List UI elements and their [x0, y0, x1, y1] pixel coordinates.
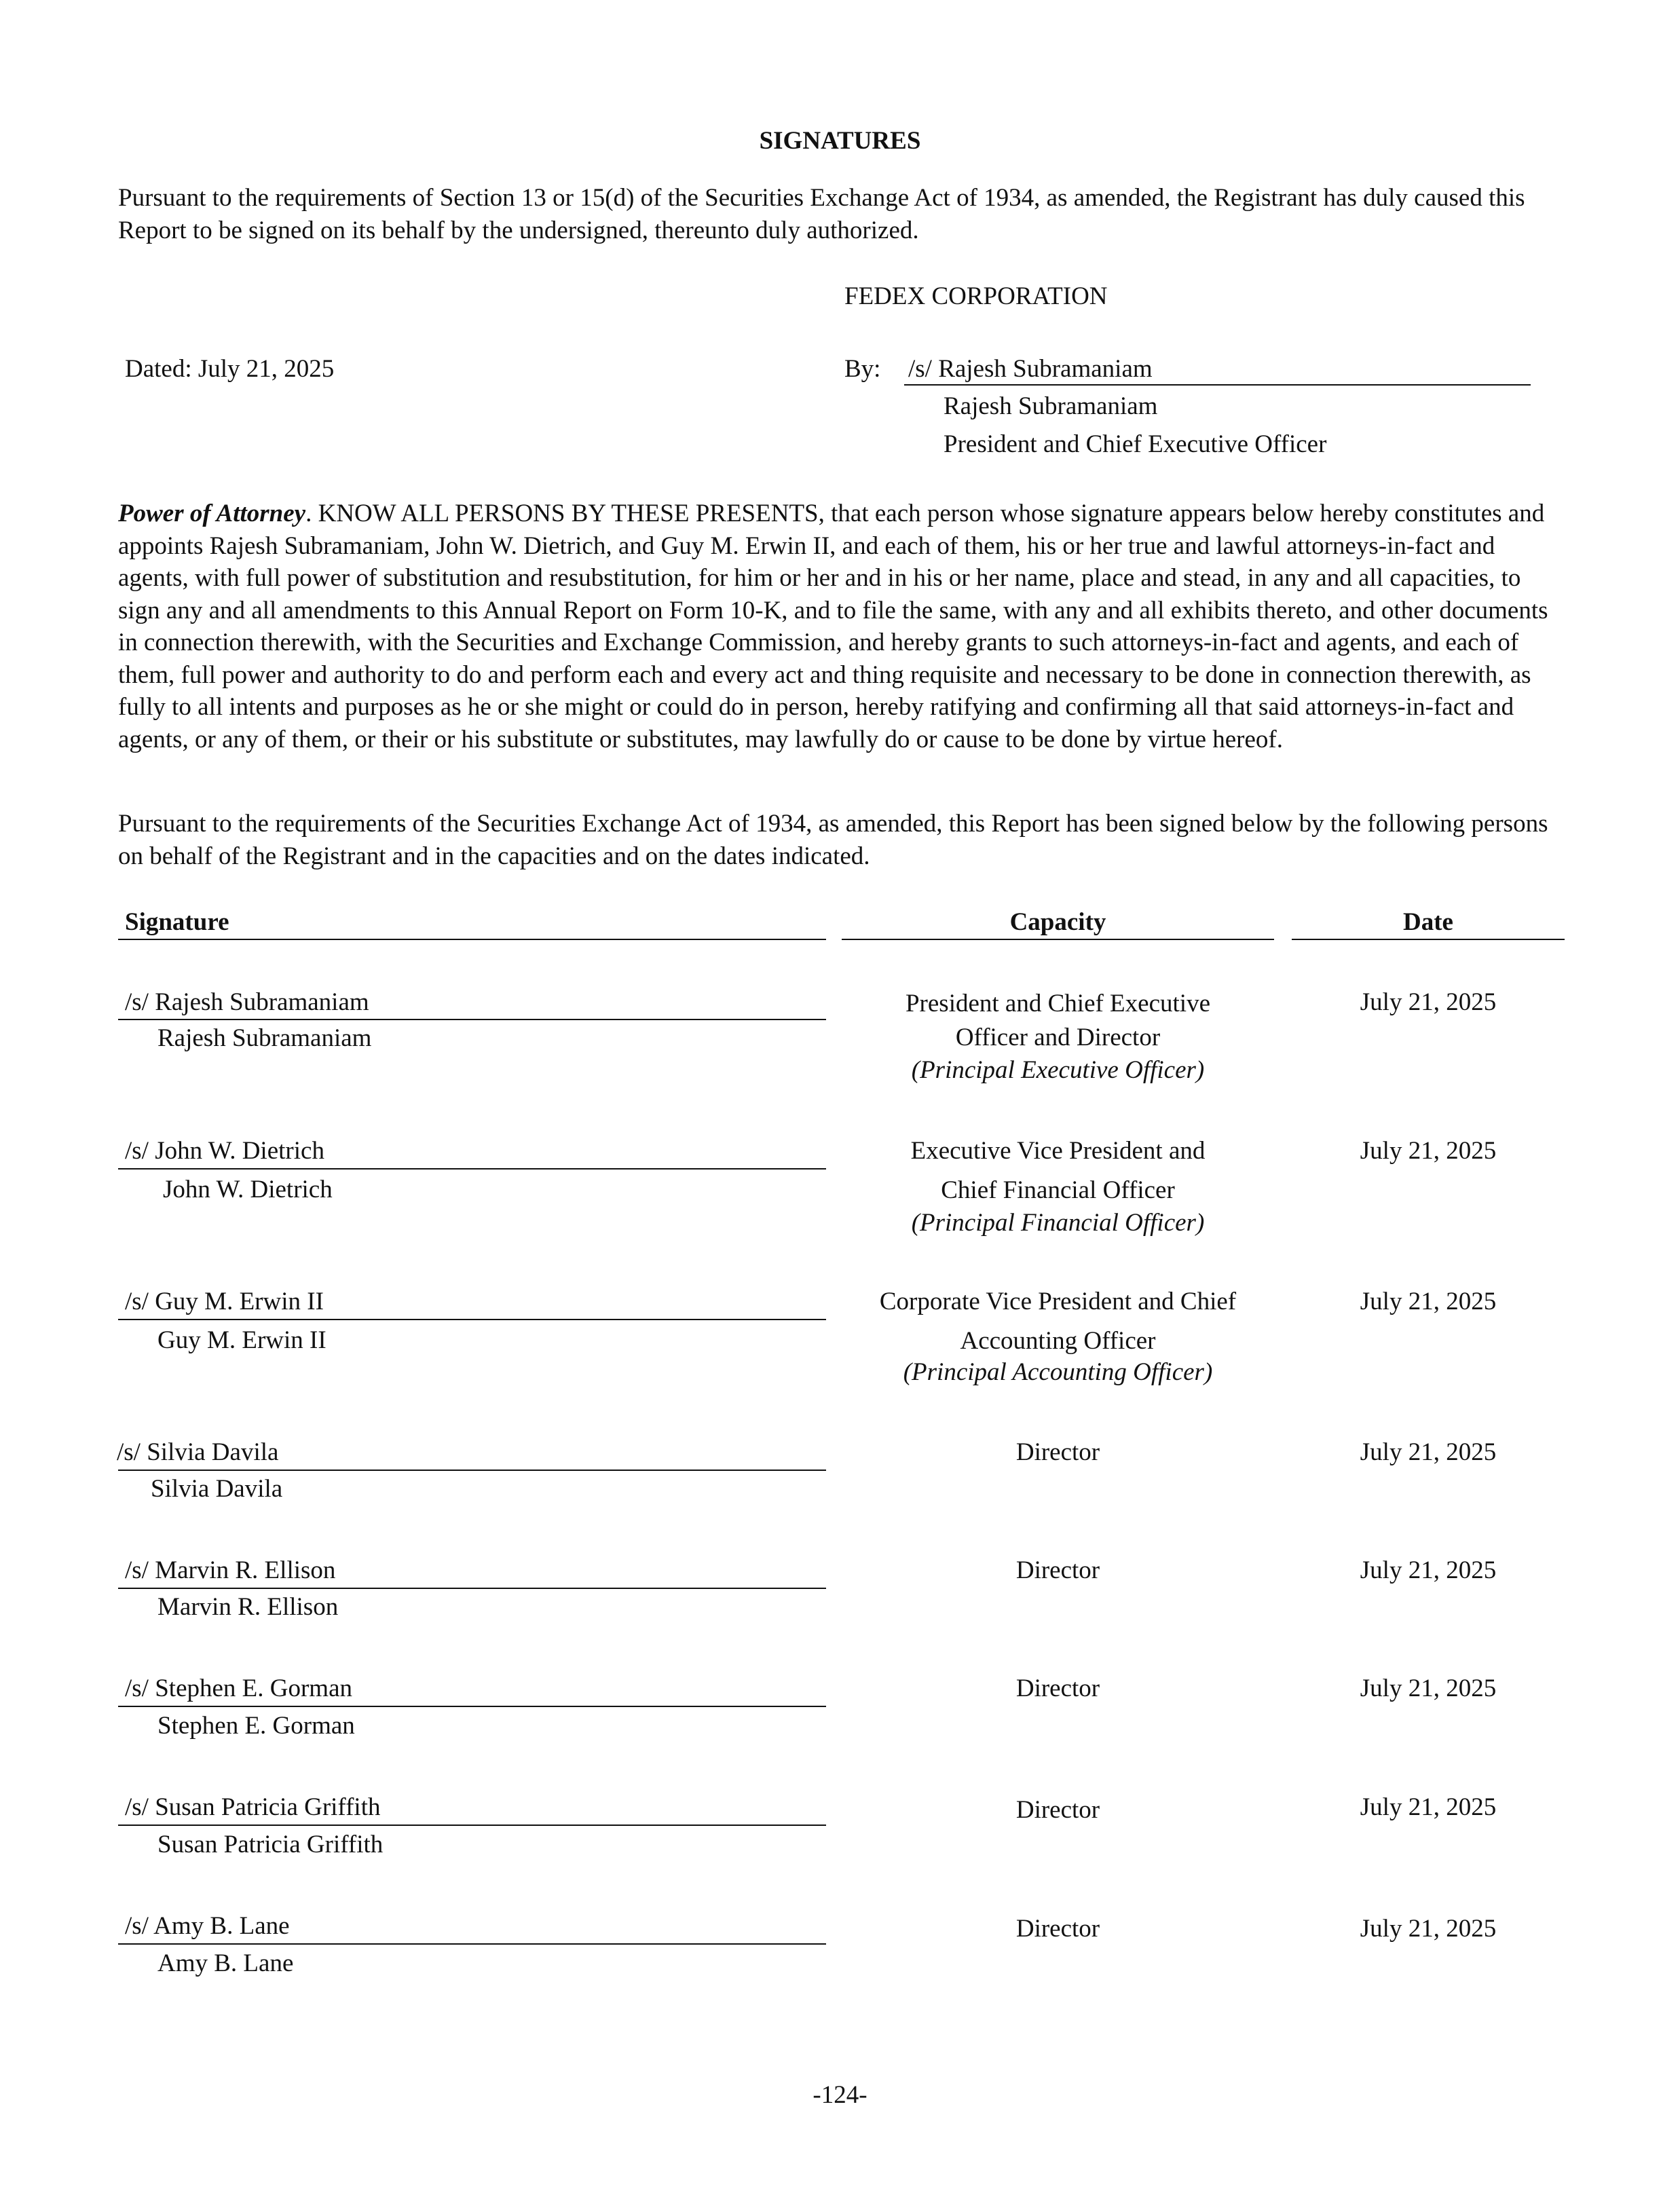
signed-name: /s/ Marvin R. Ellison [125, 1556, 336, 1584]
printed-name: Silvia Davila [151, 1475, 283, 1503]
signature-date: July 21, 2025 [1360, 1915, 1497, 1943]
signed-name: /s/ Rajesh Subramaniam [125, 988, 369, 1016]
signed-name: /s/ Silvia Davila [117, 1438, 279, 1466]
capacity-line-1: Director [1015, 1438, 1100, 1466]
company-name: FEDEX CORPORATION [844, 282, 1108, 310]
signature-line [118, 1470, 826, 1471]
by-printed-name: Rajesh Subramaniam [944, 392, 1158, 420]
capacity-line-1: Director [1015, 1796, 1100, 1824]
signed-name: /s/ Amy B. Lane [125, 1912, 290, 1940]
signature-date: July 21, 2025 [1360, 1288, 1497, 1315]
poa-text: . KNOW ALL PERSONS BY THESE PRESENTS, that each person whose signature appears below hereby constitutes and appoints Rajesh Subramaniam, John W. Dietrich, and Guy M. Erwin II, and each of them, his or her true and lawful attorneys-in-fact and agents, with full power of substitution and resubstitution, for him or her and in his or her name, place and stead, in any and all capacities, to sign any and all amendments to this Annual Report on Form 10-K, and to file the same, with any and all exhibits thereto, and other documents in connection therewith, with the Securities and Exchange Commission, and hereby grants to such attorneys-in-fact and agents, and each of them, full power and authority to do and perform each and every act and thing requisite and necessary to be done in connection therewith, as fully to all intents and purposes as he or she might or could do in person, hereby ratifying and confirming all that said attorneys-in-fact and agents, or any of them, or their or his substitute or substitutes, may lawfully do or cause to be done by virtue hereof. [118, 500, 1548, 753]
capacity-line-1: President and Chief Executive [905, 990, 1210, 1017]
signed-name: /s/ Susan Patricia Griffith [125, 1793, 381, 1821]
signature-date: July 21, 2025 [1360, 1793, 1497, 1821]
capacity-line-3: (Principal Accounting Officer) [903, 1358, 1213, 1386]
printed-name: Stephen E. Gorman [157, 1712, 355, 1740]
capacity-line-2: Chief Financial Officer [941, 1176, 1175, 1204]
header-capacity-rule [842, 939, 1274, 940]
by-signature-line [904, 384, 1531, 386]
signature-line [118, 1168, 826, 1170]
capacity-line-1: Director [1015, 1915, 1100, 1943]
signature-date: July 21, 2025 [1360, 1438, 1497, 1466]
signed-name: /s/ Stephen E. Gorman [125, 1675, 353, 1702]
dated-line: Dated: July 21, 2025 [125, 355, 335, 383]
signature-line [118, 1588, 826, 1589]
signature-line [118, 1943, 826, 1945]
page-title: SIGNATURES [759, 127, 921, 155]
intro-paragraph: Pursuant to the requirements of Section 13 or 15(d) of the Securities Exchange Act of 1934, as amended, the Registrant has duly caused this Report to be signed on its behalf by the undersigned, thereunto duly authorized. [118, 184, 1525, 244]
capacity-line-1: Director [1015, 1556, 1100, 1584]
printed-name: Amy B. Lane [157, 1949, 294, 1977]
capacity-line-2: Officer and Director [955, 1024, 1161, 1051]
header-date: Date [1403, 908, 1453, 936]
capacity-line-1: Director [1015, 1675, 1100, 1702]
by-label: By: [844, 355, 881, 383]
signature-line [118, 1019, 826, 1020]
signature-line [118, 1319, 826, 1320]
power-of-attorney-paragraph [118, 498, 1564, 755]
signed-name: /s/ John W. Dietrich [125, 1137, 324, 1165]
by-title: President and Chief Executive Officer [944, 430, 1327, 458]
signature-line [118, 1825, 826, 1826]
signature-line [118, 1706, 826, 1707]
header-signature: Signature [125, 908, 229, 936]
header-signature-rule [118, 939, 826, 940]
signature-date: July 21, 2025 [1360, 988, 1497, 1016]
page-number: -124- [813, 2081, 867, 2109]
printed-name: Susan Patricia Griffith [157, 1831, 384, 1858]
signed-name: /s/ Guy M. Erwin II [125, 1288, 324, 1315]
poa-heading: Power of Attorney [118, 500, 306, 527]
printed-name: Guy M. Erwin II [157, 1326, 326, 1354]
capacity-line-1: Executive Vice President and [910, 1137, 1206, 1165]
printed-name: Marvin R. Ellison [157, 1593, 339, 1621]
signature-date: July 21, 2025 [1360, 1556, 1497, 1584]
signature-date: July 21, 2025 [1360, 1675, 1497, 1702]
capacity-line-1: Corporate Vice President and Chief [879, 1288, 1237, 1315]
capacity-line-3: (Principal Executive Officer) [911, 1056, 1205, 1084]
capacity-line-2: Accounting Officer [960, 1327, 1156, 1355]
header-capacity: Capacity [1009, 908, 1106, 936]
capacity-line-3: (Principal Financial Officer) [911, 1209, 1205, 1237]
header-date-rule [1292, 939, 1565, 940]
signature-date: July 21, 2025 [1360, 1137, 1497, 1165]
by-signature: /s/ Rajesh Subramaniam [908, 355, 1153, 383]
printed-name: Rajesh Subramaniam [157, 1024, 372, 1052]
pursuant-paragraph: Pursuant to the requirements of the Securities Exchange Act of 1934, as amended, this Report has been signed below by the following persons on behalf of the Registrant and in the capacities and on the dates indicated. [118, 810, 1548, 870]
printed-name: John W. Dietrich [163, 1176, 333, 1203]
